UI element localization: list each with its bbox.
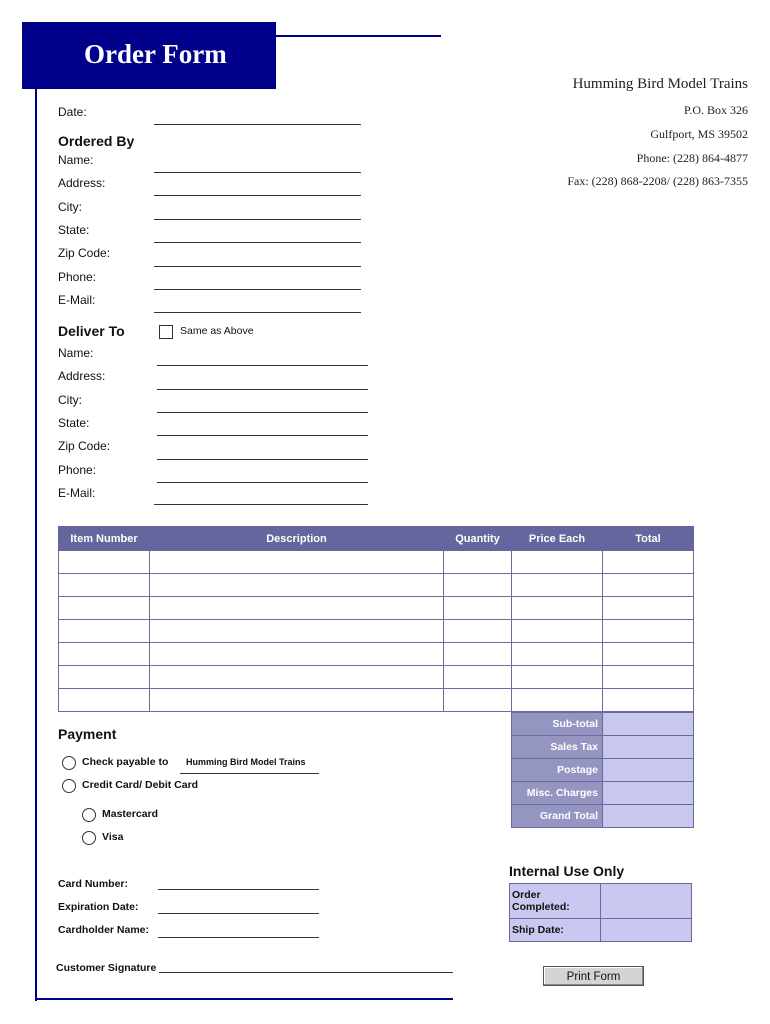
same-as-above-label: Same as Above <box>180 325 254 337</box>
page-title: Order Form <box>84 39 227 69</box>
description-cell[interactable] <box>150 597 444 620</box>
ordered-address-field[interactable] <box>154 195 361 196</box>
total-cell[interactable] <box>603 551 694 574</box>
cardholder-name-field[interactable] <box>158 937 319 938</box>
ordered-name-label: Name: <box>58 153 94 167</box>
deliver-city-field[interactable] <box>157 412 368 413</box>
check-radio[interactable] <box>62 756 76 770</box>
table-row <box>59 666 694 689</box>
total-cell[interactable] <box>603 620 694 643</box>
deliver-name-field[interactable] <box>157 365 368 366</box>
item-number-cell[interactable] <box>59 620 150 643</box>
deliver-name-label: Name: <box>58 346 94 360</box>
visa-label: Visa <box>102 831 124 843</box>
company-city-state: Gulfport, MS 39502 <box>650 127 748 141</box>
deliver-email-label: E-Mail: <box>58 486 96 500</box>
description-cell[interactable] <box>150 689 444 712</box>
mastercard-label: Mastercard <box>102 808 159 820</box>
ordered-address-label: Address: <box>58 176 106 190</box>
order-completed-label: Order Completed: <box>510 884 601 919</box>
deliver-state-label: State: <box>58 416 90 430</box>
col-header-total: Total <box>603 527 694 551</box>
ordered-state-field[interactable] <box>154 242 361 243</box>
subtotal-row <box>512 713 694 736</box>
ordered-name-field[interactable] <box>154 172 361 173</box>
grand-total-label: Grand Total <box>512 805 603 828</box>
ship-date-value[interactable] <box>601 919 692 942</box>
internal-use-table <box>509 883 692 942</box>
item-number-cell[interactable] <box>59 551 150 574</box>
company-po-box: P.O. Box 326 <box>683 103 748 117</box>
item-number-cell[interactable] <box>59 643 150 666</box>
customer-signature-field[interactable] <box>159 972 453 973</box>
deliver-phone-label: Phone: <box>58 463 97 477</box>
item-number-cell[interactable] <box>59 574 150 597</box>
date-label: Date: <box>58 105 87 119</box>
table-row <box>59 551 694 574</box>
misc-charges-label: Misc. Charges <box>512 782 603 805</box>
quantity-cell[interactable] <box>444 574 512 597</box>
ordered-phone-label: Phone: <box>58 270 97 284</box>
sales-tax-label: Sales Tax <box>512 736 603 759</box>
deliver-phone-field[interactable] <box>157 482 368 483</box>
card-number-label: Card Number: <box>58 878 129 890</box>
items-table <box>58 526 694 712</box>
quantity-cell[interactable] <box>444 689 512 712</box>
quantity-cell[interactable] <box>444 643 512 666</box>
check-payee-line <box>180 773 319 774</box>
payment-heading: Payment <box>58 726 117 742</box>
ship-date-row <box>510 919 692 942</box>
grand-total-value[interactable] <box>603 805 694 828</box>
ordered-zip-label: Zip Code: <box>58 246 111 260</box>
expiration-date-label: Expiration Date: <box>58 901 139 913</box>
deliver-email-field[interactable] <box>154 504 368 505</box>
left-border-rule <box>35 89 37 1001</box>
check-payable-label: Check payable to <box>82 756 169 768</box>
description-cell[interactable] <box>150 643 444 666</box>
total-cell[interactable] <box>603 597 694 620</box>
order-form-title-box <box>22 22 276 89</box>
cardholder-name-label: Cardholder Name: <box>58 924 150 936</box>
col-header-price-each: Price Each <box>512 527 603 551</box>
order-completed-row <box>510 884 692 919</box>
total-cell[interactable] <box>603 666 694 689</box>
title-divider <box>276 35 441 37</box>
items-table-header <box>59 527 694 551</box>
quantity-cell[interactable] <box>444 666 512 689</box>
bottom-border-rule <box>35 998 453 1000</box>
ship-date-label: Ship Date: <box>510 919 601 942</box>
total-cell[interactable] <box>603 689 694 712</box>
misc-charges-value[interactable] <box>603 782 694 805</box>
deliver-address-field[interactable] <box>157 389 368 390</box>
ordered-by-heading: Ordered By <box>58 133 135 149</box>
price-each-cell[interactable] <box>512 620 603 643</box>
order-completed-value[interactable] <box>601 884 692 919</box>
check-payee-text: Humming Bird Model Trains <box>186 757 306 767</box>
postage-row <box>512 759 694 782</box>
grand-total-row <box>512 805 694 828</box>
same-as-above-checkbox[interactable] <box>159 325 173 339</box>
credit-card-radio[interactable] <box>62 779 76 793</box>
quantity-cell[interactable] <box>444 597 512 620</box>
ordered-email-field[interactable] <box>154 312 361 313</box>
postage-value[interactable] <box>603 759 694 782</box>
item-number-cell[interactable] <box>59 597 150 620</box>
ordered-email-label: E-Mail: <box>58 293 96 307</box>
company-fax: Fax: (228) 868-2208/ (228) 863-7355 <box>567 174 748 188</box>
company-name: Humming Bird Model Trains <box>572 76 748 92</box>
total-cell[interactable] <box>603 574 694 597</box>
customer-signature-label: Customer Signature <box>56 962 157 974</box>
mastercard-radio[interactable] <box>82 808 96 822</box>
print-form-button[interactable]: Print Form <box>543 966 644 986</box>
description-cell[interactable] <box>150 620 444 643</box>
date-field[interactable] <box>154 124 361 125</box>
deliver-address-label: Address: <box>58 369 106 383</box>
col-header-description: Description <box>150 527 444 551</box>
deliver-city-label: City: <box>58 393 82 407</box>
postage-label: Postage <box>512 759 603 782</box>
item-number-cell[interactable] <box>59 666 150 689</box>
price-each-cell[interactable] <box>512 643 603 666</box>
deliver-state-field[interactable] <box>157 435 368 436</box>
ordered-zip-field[interactable] <box>154 266 361 267</box>
col-header-quantity: Quantity <box>444 527 512 551</box>
deliver-to-heading: Deliver To <box>58 323 125 339</box>
item-number-cell[interactable] <box>59 689 150 712</box>
sales-tax-row <box>512 736 694 759</box>
sales-tax-value[interactable] <box>603 736 694 759</box>
ordered-city-field[interactable] <box>154 219 361 220</box>
description-cell[interactable] <box>150 551 444 574</box>
description-cell[interactable] <box>150 666 444 689</box>
price-each-cell[interactable] <box>512 689 603 712</box>
subtotal-value[interactable] <box>603 713 694 736</box>
ordered-city-label: City: <box>58 200 82 214</box>
expiration-date-field[interactable] <box>158 913 319 914</box>
card-number-field[interactable] <box>158 889 319 890</box>
company-phone: Phone: (228) 864-4877 <box>636 151 748 165</box>
col-header-item-number: Item Number <box>59 527 150 551</box>
internal-use-heading: Internal Use Only <box>509 863 625 879</box>
visa-radio[interactable] <box>82 831 96 845</box>
price-each-cell[interactable] <box>512 574 603 597</box>
deliver-zip-field[interactable] <box>157 459 368 460</box>
price-each-cell[interactable] <box>512 597 603 620</box>
price-each-cell[interactable] <box>512 666 603 689</box>
table-row <box>59 620 694 643</box>
total-cell[interactable] <box>603 643 694 666</box>
price-each-cell[interactable] <box>512 551 603 574</box>
table-row <box>59 597 694 620</box>
credit-card-label: Credit Card/ Debit Card <box>82 779 199 791</box>
deliver-zip-label: Zip Code: <box>58 439 111 453</box>
table-row <box>59 574 694 597</box>
table-row <box>59 689 694 712</box>
misc-charges-row <box>512 782 694 805</box>
table-row <box>59 643 694 666</box>
ordered-phone-field[interactable] <box>154 289 361 290</box>
quantity-cell[interactable] <box>444 551 512 574</box>
totals-table <box>511 712 694 828</box>
subtotal-label: Sub-total <box>512 713 603 736</box>
quantity-cell[interactable] <box>444 620 512 643</box>
ordered-state-label: State: <box>58 223 90 237</box>
description-cell[interactable] <box>150 574 444 597</box>
